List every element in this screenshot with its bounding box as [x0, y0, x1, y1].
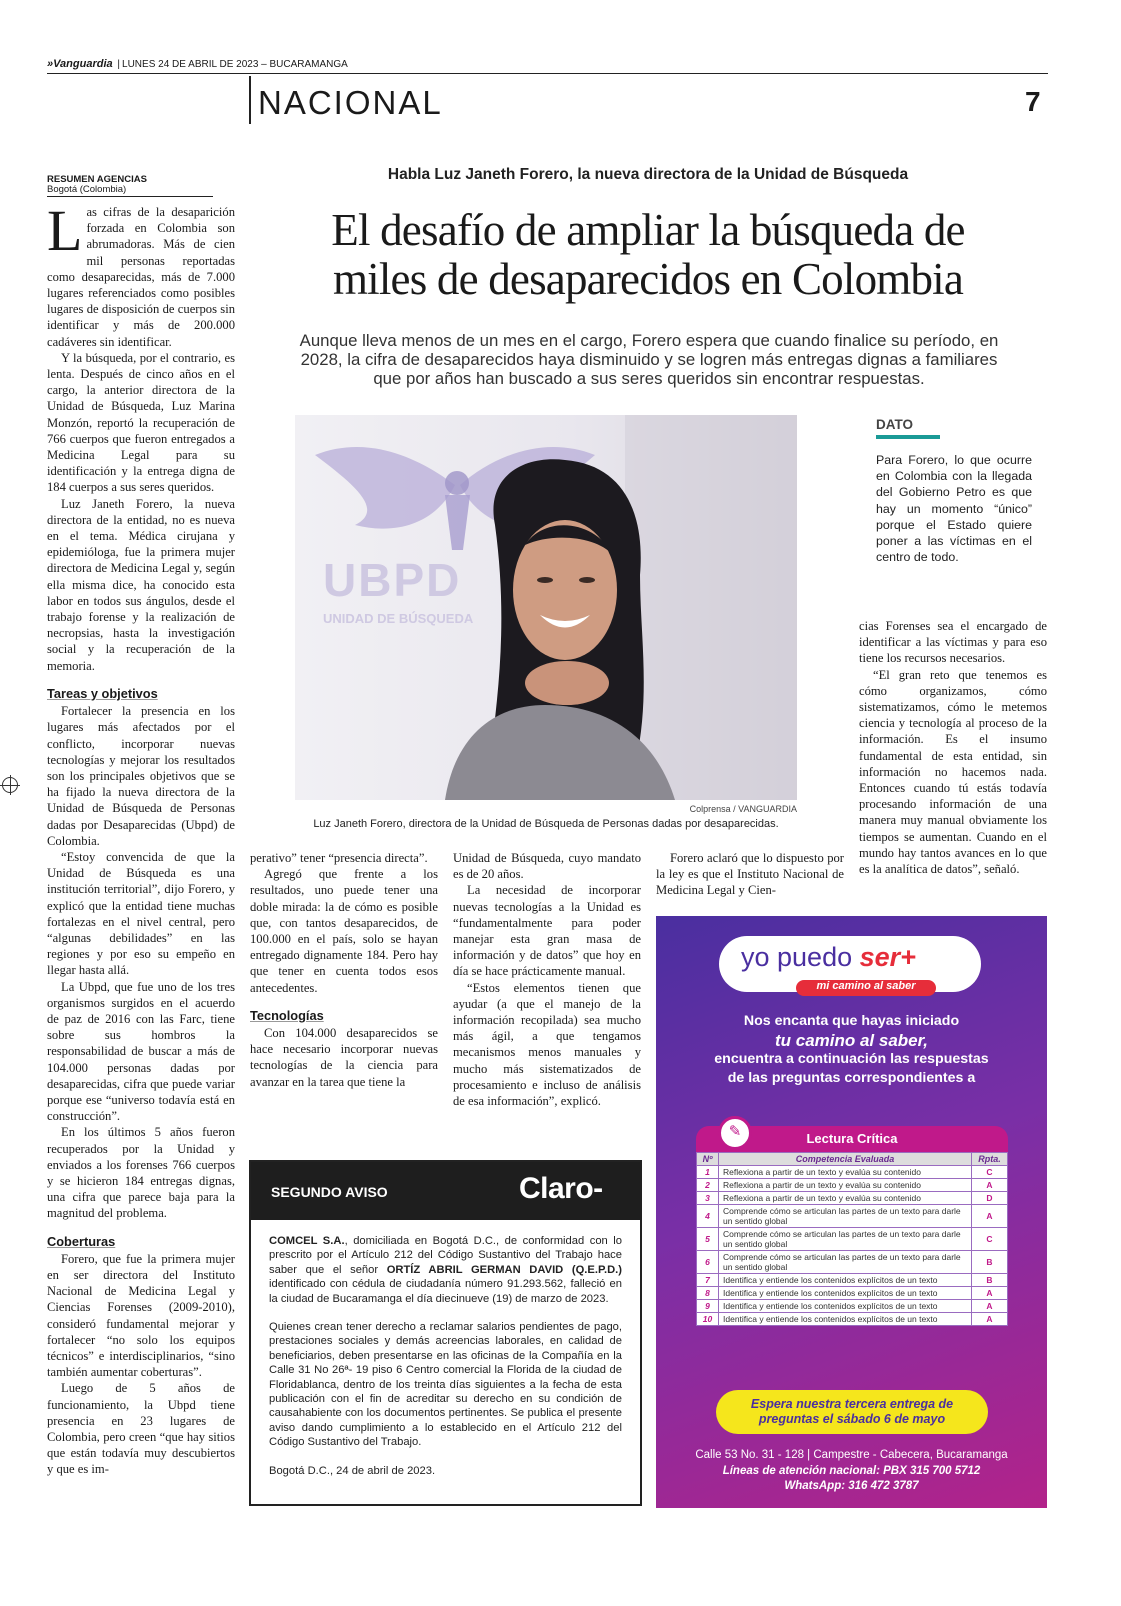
- article-column-3: [453, 850, 641, 1109]
- table-row: [697, 1300, 1008, 1313]
- kicker: Habla Luz Janeth Forero, la nueva directora de la Unidad de Búsqueda: [387, 166, 909, 183]
- book-icon: ✎: [718, 1116, 752, 1150]
- photo-sign-text: UBPD: [323, 554, 462, 606]
- dato-text: Para Forero, lo que ocurre en Colombia con la llegada del Gobierno Petro es que hay un momento “único” porque el Estado quiere poner a las víctimas en el centro de todo.: [876, 453, 1032, 565]
- byline: [47, 174, 213, 197]
- paragraph: as cifras de la desaparición forzada en Colombia son abrumadoras. Más de cien mil personas reportadas como desaparecidas, más de 7.000 lugares referenciados como posibles lugares de disposición de cuerpos sin identificar y más de 200.000 cadáveres sin identificar.: [47, 205, 235, 349]
- ad-logo-main: yo puedo: [741, 942, 860, 972]
- paragraph: Forero aclaró que lo dispuesto por la ley es que el Instituto Nacional de Medicina Legal y Cien-: [656, 851, 844, 898]
- paragraph: cias Forenses sea el encargado de identificar a las víctimas y para eso tiene los recursos necesarios.: [859, 619, 1047, 666]
- table-header: Nº: [697, 1153, 719, 1166]
- table-row: [697, 1192, 1008, 1205]
- table-row: [697, 1313, 1008, 1326]
- paragraph: “El gran reto que tenemos es cómo organizamos, cómo sistematizamos, cómo le metemos ciencia y tecnología al proceso de la información. Es el insumo fundamental de esta entidad, sin información no hacemos nada. Entonces cuando tú estás todavía procesando información de una manera muy manual obviamente los tiempos se aumentan. Cuando en el mundo hay tantos avances en lo que es la analítica de datos”, señaló.: [859, 667, 1047, 877]
- notice-company: COMCEL S.A.: [269, 1235, 345, 1247]
- row-competencia: Identifica y entiende los contenidos explícitos de un texto: [719, 1274, 972, 1287]
- ad-banner-line: Espera nuestra tercera entrega de: [750, 1397, 954, 1411]
- paragraph: Y la búsqueda, por el contrario, es lenta. Después de cinco años en el cargo, la anterior directora de la Unidad de Búsqueda, Luz Marina Monzón, reportó la recuperación de 766 cuerpos que fueron entregados a Medicina Legal para su identificación y la entrega digna de 184 cuerpos a sus seres queridos.: [47, 350, 235, 495]
- row-answer: A: [972, 1313, 1008, 1326]
- row-competencia: Identifica y entiende los contenidos explícitos de un texto: [719, 1313, 972, 1326]
- section-title: NACIONAL: [258, 84, 443, 121]
- row-competencia: Reflexiona a partir de un texto y evalúa su contenido: [719, 1179, 972, 1192]
- notice-person: ORTÍZ ABRIL GERMAN DAVID (Q.E.P.D.): [386, 1263, 622, 1276]
- paragraph: perativo” tener “presencia directa”.: [250, 851, 428, 865]
- row-number: 8: [697, 1287, 719, 1300]
- row-competencia: Identifica y entiende los contenidos explícitos de un texto: [719, 1287, 972, 1300]
- row-number: 5: [697, 1228, 719, 1251]
- notice-body: [251, 1220, 640, 1478]
- paragraph: “Estoy convencida de que la Unidad de Búsqueda es una institución territorial”, dijo Forero, y explicó que la entidad tiene muchas fortalezas en el nivel central, pero “algunas debilidades” en las regiones y por eso su empeño en llegar hasta allá.: [47, 849, 235, 978]
- ad-address: Calle 53 No. 31 - 128 | Campestre - Cabecera, Bucaramanga: [695, 1449, 1008, 1461]
- article-column-1: [47, 198, 235, 1478]
- subheading: Coberturas: [47, 1233, 116, 1249]
- deck: Aunque lleva menos de un mes en el cargo, Forero espera que cuando finalice su período, en 2028, la cifra de desaparecidos haya disminuido y se logren más entregas dignas a familiares que por años han buscado a sus seres queridos sin encontrar respuestas.: [299, 331, 999, 388]
- masthead: »Vanguardia | LUNES 24 DE ABRIL DE 2023 – BUCARAMANGA: [47, 58, 1048, 74]
- headline-line-2: miles de desaparecidos en Colombia: [332, 254, 964, 304]
- row-answer: A: [972, 1287, 1008, 1300]
- ad-intro-line: Nos encanta que hayas iniciado: [743, 1013, 960, 1029]
- ad-banner: [716, 1390, 988, 1434]
- drop-cap: L: [47, 198, 83, 263]
- row-answer: B: [972, 1251, 1008, 1274]
- paragraph: Agregó que frente a los resultados, uno puede tener una doble mirada: la de cómo es posible que, con tantos desaparecidos, de 100.000 en el país, solo se hayan entregado dignamente 184. Pero hay que tener en cuenta todos esos antecedentes.: [250, 867, 438, 995]
- table-row: [697, 1205, 1008, 1228]
- portrait-illustration: [295, 415, 797, 800]
- row-number: 3: [697, 1192, 719, 1205]
- byline-source: RESUMEN AGENCIAS: [47, 174, 147, 185]
- row-answer: C: [972, 1228, 1008, 1251]
- paragraph: Con 104.000 desaparecidos se hace necesario incorporar nuevas tecnologías de la ciencia para avanzar en la tarea que tiene la: [250, 1026, 438, 1089]
- ad-intro-line: encuentra a continuación las respuestas: [714, 1051, 989, 1067]
- ad-section-bar: [696, 1123, 1008, 1152]
- claro-logo: Claro-: [519, 1172, 603, 1205]
- row-number: 2: [697, 1179, 719, 1192]
- row-answer: D: [972, 1192, 1008, 1205]
- table-row: [697, 1228, 1008, 1251]
- ad-whatsapp: WhatsApp: 316 472 3787: [784, 1480, 919, 1492]
- row-competencia: Reflexiona a partir de un texto y evalúa su contenido: [719, 1166, 972, 1179]
- subheading: Tecnologías: [250, 1007, 324, 1023]
- article-column-2: [250, 850, 438, 1090]
- notice-title: SEGUNDO AVISO: [271, 1184, 388, 1200]
- table-row: [697, 1274, 1008, 1287]
- paragraph: La Ubpd, que fue uno de los tres organismos surgidos en el acuerdo de paz de 2016 con las Farc, tiene sobre sus hombros la responsabilidad de buscar a más de 104.000 personas dadas por desaparecidas, cifra que puede variar porque ese “universo todavía está en construcción”.: [47, 979, 235, 1124]
- notice-paragraph-1: [269, 1234, 622, 1306]
- ad-intro-line: de las preguntas correspondientes a: [727, 1070, 976, 1086]
- paragraph: La necesidad de incorporar nuevas tecnologías a la Unidad es “fundamentalmente para poder manejar esta gran masa de información y de datos” que hoy en día se hace prácticamente manual.: [453, 883, 641, 979]
- headline: [260, 206, 1036, 304]
- section-divider: [249, 76, 251, 124]
- paragraph: Fortalecer la presencia en los lugares más afectados por el conflicto, incorporar nuevas tecnologías y mejorar los resultados son los principales objetivos que se ha fijado la nueva directora de la Unidad de Búsqueda de Personas dadas por Desaparecidas (Ubpd) de Colombia.: [47, 704, 235, 848]
- notice-text: identificado con cédula de ciudadanía número 91.293.562, falleció en la ciudad de Bucaramanga el día diecinueve (19) de marzo de 2023.: [269, 1278, 622, 1305]
- photo-sign-sub: UNIDAD DE BÚSQUEDA: [323, 611, 474, 626]
- headline-line-1: El desafío de ampliar la búsqueda de: [331, 205, 965, 255]
- row-answer: B: [972, 1274, 1008, 1287]
- table-row: [697, 1179, 1008, 1192]
- row-competencia: Reflexiona a partir de un texto y evalúa su contenido: [719, 1192, 972, 1205]
- row-competencia: Comprende cómo se articulan las partes de un texto para darle un sentido global: [719, 1251, 972, 1274]
- subheading: Tareas y objetivos: [47, 685, 158, 701]
- advertisement: [656, 916, 1047, 1508]
- row-number: 4: [697, 1205, 719, 1228]
- ad-logo: [741, 942, 916, 973]
- table-row: [697, 1251, 1008, 1274]
- dato-label: DATO: [876, 417, 913, 432]
- article-photo: [295, 415, 797, 800]
- paragraph: En los últimos 5 años fueron recuperados por la Unidad y enviados a los forenses 766 cuerpos y se hicieron 184 entregas dignas, una cifra que parece baja para la magnitud del problema.: [47, 1125, 235, 1221]
- row-competencia: Identifica y entiende los contenidos explícitos de un texto: [719, 1300, 972, 1313]
- notice-text: , domiciliada en Bogotá D.C., de conformidad con lo prescrito por el Artículo 212 del Código Sustantivo del Trabajo hace saber que el señor: [269, 1235, 623, 1276]
- table-row: [697, 1287, 1008, 1300]
- article-column-5: [859, 618, 1047, 877]
- paragraph: Forero, que fue la primera mujer en ser directora del Instituto Nacional de Medicina Legal y Ciencias Forenses (2009-2010), consideró fundamental mejorar y fortalecer “no solo los equipos técnicos” e interdisciplinarios, “sino también aumentar coberturas”.: [47, 1251, 235, 1380]
- paragraph: Unidad de Búsqueda, cuyo mandato es de 20 años.: [453, 851, 641, 882]
- ad-banner-line: preguntas el sábado 6 de mayo: [758, 1412, 946, 1426]
- table-header: Competencia Evaluada: [719, 1153, 972, 1166]
- ad-intro-line: tu camino al saber,: [774, 1031, 929, 1050]
- answers-table: [696, 1152, 1008, 1326]
- legal-notice: [249, 1160, 642, 1506]
- brand-logo: »Vanguardia: [47, 58, 113, 70]
- ad-logo-sub: mi camino al saber: [796, 980, 936, 996]
- photo-credit: Colprensa / VANGUARDIA: [689, 804, 797, 814]
- row-answer: C: [972, 1166, 1008, 1179]
- paragraph: Luz Janeth Forero, la nueva directora de la entidad, no es nueva en el tema. Médica cirujana y epidemióloga, fue la primera mujer directora de Medicina Legal y, según ella misma dice, ha conocido esta labor en todos sus ángulos, desde el trabajo forense y la realización de necropsias, hasta la investigación social y la recuperación de la memoria.: [47, 496, 235, 673]
- ad-section-title: Lectura Crítica: [806, 1131, 898, 1146]
- registration-mark-icon: [2, 777, 18, 793]
- row-answer: A: [972, 1179, 1008, 1192]
- date-line: LUNES 24 DE ABRIL DE 2023 – BUCARAMANGA: [122, 59, 348, 70]
- row-competencia: Comprende cómo se articulan las partes de un texto para darle un sentido global: [719, 1205, 972, 1228]
- row-number: 1: [697, 1166, 719, 1179]
- byline-location: Bogotá (Colombia): [47, 184, 127, 195]
- page-number: 7: [1025, 86, 1041, 117]
- notice-paragraph-2: Quienes crean tener derecho a reclamar salarios pendientes de pago, prestaciones sociales y demás acreencias laborales, en calidad de beneficiarios, deben presentarse en las oficinas de la Compañía en la Calle 31 No 26ª- 19 piso 6 Centro comercial la Florida de la ciudad de Floridablanca, dentro de los treinta días siguientes a la fecha de esta publicación con el fin de acreditar su derecho en su condición de causahabiente con los documentos pertinentes. Se publica el presente aviso dando cumplimiento a lo establecido en el Artículo 212 del Código Sustantivo del Trabajo.: [269, 1321, 622, 1449]
- photo-caption: Luz Janeth Forero, directora de la Unidad de Búsqueda de Personas dadas por desaparecidas.: [313, 818, 779, 830]
- row-competencia: Comprende cómo se articulan las partes de un texto para darle un sentido global: [719, 1228, 972, 1251]
- ad-contact: [656, 1448, 1047, 1495]
- ad-logo-accent: ser+: [859, 942, 916, 972]
- dato-underline: [876, 435, 940, 439]
- notice-header: [251, 1162, 640, 1220]
- row-number: 7: [697, 1274, 719, 1287]
- ad-phone: Líneas de atención nacional: PBX 315 700 5712: [722, 1464, 981, 1477]
- row-number: 10: [697, 1313, 719, 1326]
- paragraph: “Estos elementos tienen que ayudar (a que el manejo de la información recopilada) sea mucho más ágil, a que tengamos mecanismos menos manuales y mucho más sistematizados de procesamiento e incluso de análisis de esa información”, explicó.: [453, 980, 641, 1109]
- table-row: [697, 1166, 1008, 1179]
- paragraph: Luego de 5 años de funcionamiento, la Ubpd tiene presencia en 23 lugares de Colombia, pero creen “que hay sitios que están todavía muy descubiertos y que es im-: [47, 1381, 235, 1477]
- notice-signoff: Bogotá D.C., 24 de abril de 2023.: [269, 1464, 436, 1477]
- row-number: 9: [697, 1300, 719, 1313]
- table-header: Rpta.: [972, 1153, 1008, 1166]
- row-number: 6: [697, 1251, 719, 1274]
- row-answer: A: [972, 1300, 1008, 1313]
- article-column-4: [656, 850, 844, 899]
- ad-intro: [656, 1012, 1047, 1088]
- row-answer: A: [972, 1205, 1008, 1228]
